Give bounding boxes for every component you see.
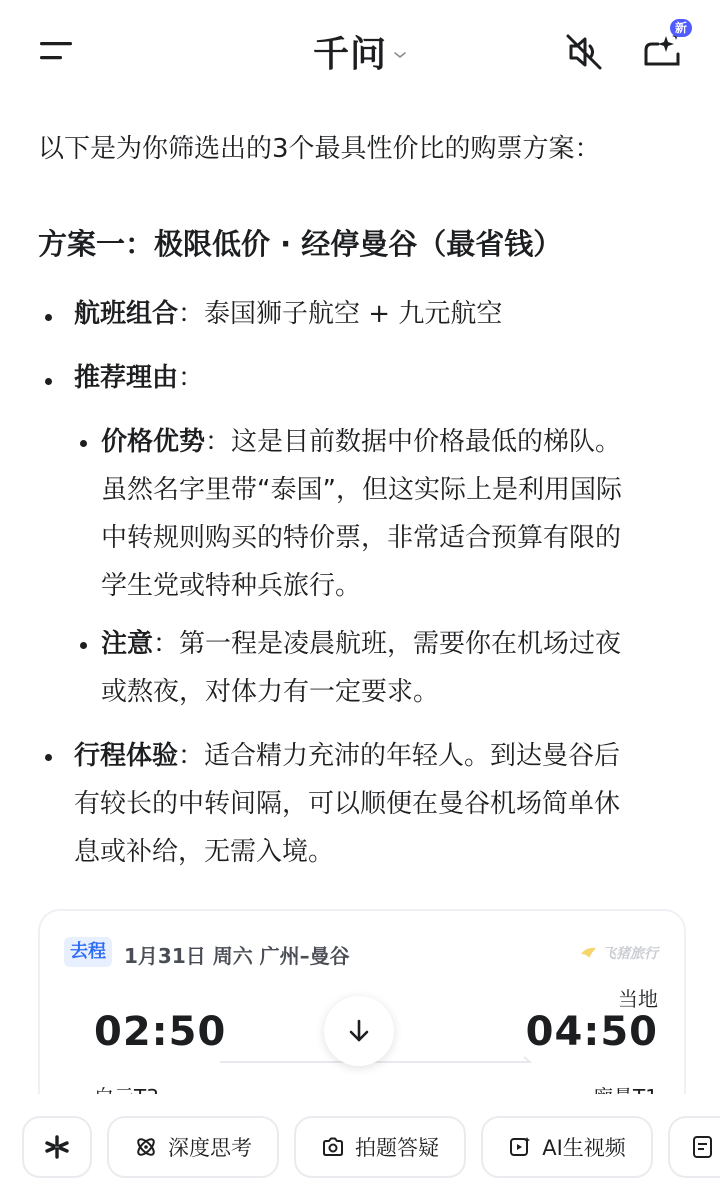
top-bar (0, 0, 720, 100)
scroll-down-button[interactable] (324, 996, 394, 1066)
note-line: 或熬夜，对体力有一定要求。 (101, 677, 440, 707)
camera-icon (321, 1135, 345, 1159)
price-advantage-line: 中转规则购买的特价票，非常适合预算有限的 (101, 523, 622, 553)
reason-item (74, 361, 204, 395)
deep-think-label: 深度思考 (168, 1136, 252, 1160)
flight-combo-text: 泰国狮子航空 + 九元航空 (204, 299, 503, 329)
app-title: 千问 (312, 34, 387, 75)
bullet-dot (45, 754, 52, 761)
title-area (0, 26, 720, 76)
bullet-dot (45, 314, 52, 321)
price-advantage-label: 价格优势 (101, 427, 206, 457)
sub-bullet-dot (80, 642, 87, 649)
note-label: 注意 (101, 629, 154, 659)
photo-answer-label: 拍题答疑 (355, 1136, 439, 1160)
model-switcher[interactable] (313, 26, 407, 77)
route-arrow-icon (516, 1055, 532, 1065)
speaker-mute-icon[interactable] (562, 30, 606, 74)
departure-time: 02:50 (94, 1009, 227, 1055)
experience-item (74, 732, 620, 876)
video-icon (508, 1135, 532, 1159)
experience-line: 有较长的中转间隔，可以顺便在曼谷机场简单休 (74, 789, 621, 819)
fliggy-icon (580, 946, 598, 960)
photo-answer-button[interactable] (294, 1116, 466, 1178)
experience-line: ：适合精力充沛的年轻人。到达曼谷后 (178, 741, 621, 771)
provider-logo (580, 943, 658, 963)
local-time-label: 当地 (618, 987, 658, 1011)
flight-combo-sep: ： (178, 299, 205, 329)
atom-icon (134, 1135, 158, 1159)
deep-think-button[interactable] (107, 1116, 279, 1178)
intro-text: 以下是为你筛选出的3个最具性价比的购票方案： (38, 134, 601, 164)
arrow-down-icon (346, 1018, 372, 1044)
trip-type-badge: 去程 (64, 937, 112, 967)
new-badge: 新 (670, 19, 692, 37)
bottom-toolbar (0, 1094, 720, 1194)
price-advantage-item (101, 418, 622, 610)
plan-title: 方案一：极限低价 · 经停曼谷（最省钱） (38, 227, 563, 261)
experience-line: 息或补给，无需入境。 (74, 837, 335, 867)
note-item (101, 620, 621, 716)
provider-name: 飞猪旅行 (602, 946, 658, 962)
flight-combo-item (74, 297, 502, 331)
sub-bullet-dot (80, 440, 87, 447)
asterisk-icon (43, 1133, 71, 1161)
document-button[interactable] (668, 1116, 720, 1178)
ai-video-button[interactable] (481, 1116, 653, 1178)
price-advantage-line: 虽然名字里带“泰国”，但这实际上是利用国际 (101, 475, 622, 505)
arrival-time: 04:50 (525, 1009, 658, 1055)
note-line: ：第一程是凌晨航班，需要你在机场过夜 (153, 629, 622, 659)
flight-combo-label: 航班组合 (74, 299, 179, 329)
ai-video-label: AI生视频 (542, 1136, 626, 1160)
reason-sep: ： (178, 363, 205, 393)
chevron-down-icon (393, 50, 407, 60)
reason-label: 推荐理由 (74, 363, 179, 393)
document-icon (692, 1135, 714, 1159)
quick-action-button[interactable] (22, 1116, 92, 1178)
bullet-dot (45, 378, 52, 385)
experience-label: 行程体验 (74, 741, 179, 771)
trip-info: 1月31日 周六 广州–曼谷 (124, 944, 350, 968)
price-advantage-line: 学生党或特种兵旅行。 (101, 571, 362, 601)
price-advantage-line: ：这是目前数据中价格最低的梯队。 (205, 427, 622, 457)
